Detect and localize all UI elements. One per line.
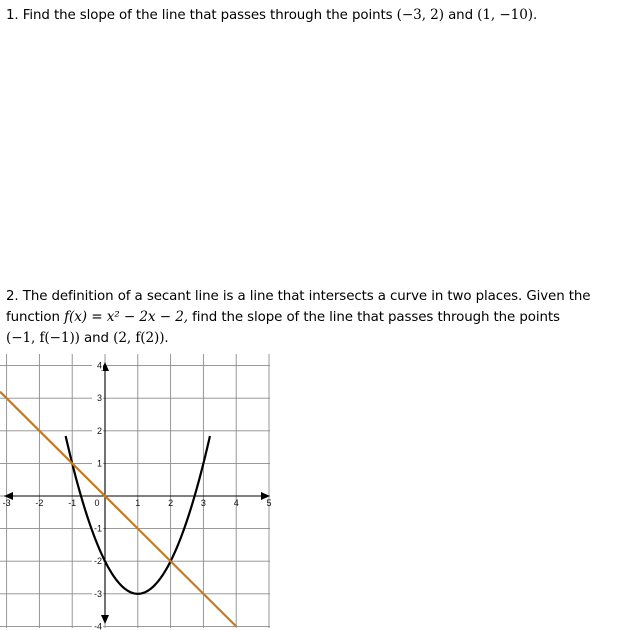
problem-2-line-2 [6,307,618,328]
problem-2-end: . [164,331,169,346]
problem-2-function-label: function [6,310,60,325]
y-tick-label: -2 [93,556,102,567]
problem-2 [6,286,618,349]
problem-1-text: Find the slope of the line that passes through the points [22,8,393,23]
x-tick-label: 1 [135,498,141,508]
problem-1-end: . [532,8,538,23]
tick-labels [3,360,272,630]
problem-2-definition: The definition of a secant line is a line that intersects a curve in two places. Given the [22,289,591,304]
y-tick-label: -4 [93,621,102,630]
grid-lines [0,354,270,628]
x-tick-label: 4 [233,498,239,508]
problem-1-number: 1. [6,8,19,23]
problem-1 [6,5,616,26]
problem-2-point-b: (2, f(2)) [113,330,165,346]
problem-2-conjunction: and [84,331,109,346]
problem-2-question: find the slope of the line that passes through the points [192,310,560,325]
x-tick-label: 0 [94,498,100,508]
y-tick-label: 1 [96,458,102,469]
y-tick-label: 3 [96,393,102,404]
y-tick-label: 2 [96,425,102,436]
series [0,392,236,627]
problem-2-function-expression: f(x) = x² − 2x − 2, [64,309,188,325]
x-tick-label: -1 [68,498,77,508]
problem-1-conjunction: and [448,8,473,23]
problem-2-point-a: (−1, f(−1)) [6,330,80,346]
x-tick-label: 2 [168,498,174,508]
problem-2-line-3 [6,328,618,349]
x-tick-label: 3 [200,498,206,508]
secant-line [0,392,236,627]
function-graph [0,352,280,630]
problem-1-point-b: (1, −10) [477,7,533,23]
x-tick-label: -2 [35,498,44,508]
problem-2-line-1 [6,286,618,307]
problem-2-number: 2. [6,289,19,304]
x-tick-label: -3 [2,498,11,508]
y-tick-label: 4 [96,360,102,371]
axes [4,362,270,624]
y-tick-label: -1 [93,523,102,534]
problem-1-point-a: (−3, 2) [396,7,444,23]
y-tick-label: -3 [93,588,102,599]
x-tick-label: 5 [266,498,272,508]
